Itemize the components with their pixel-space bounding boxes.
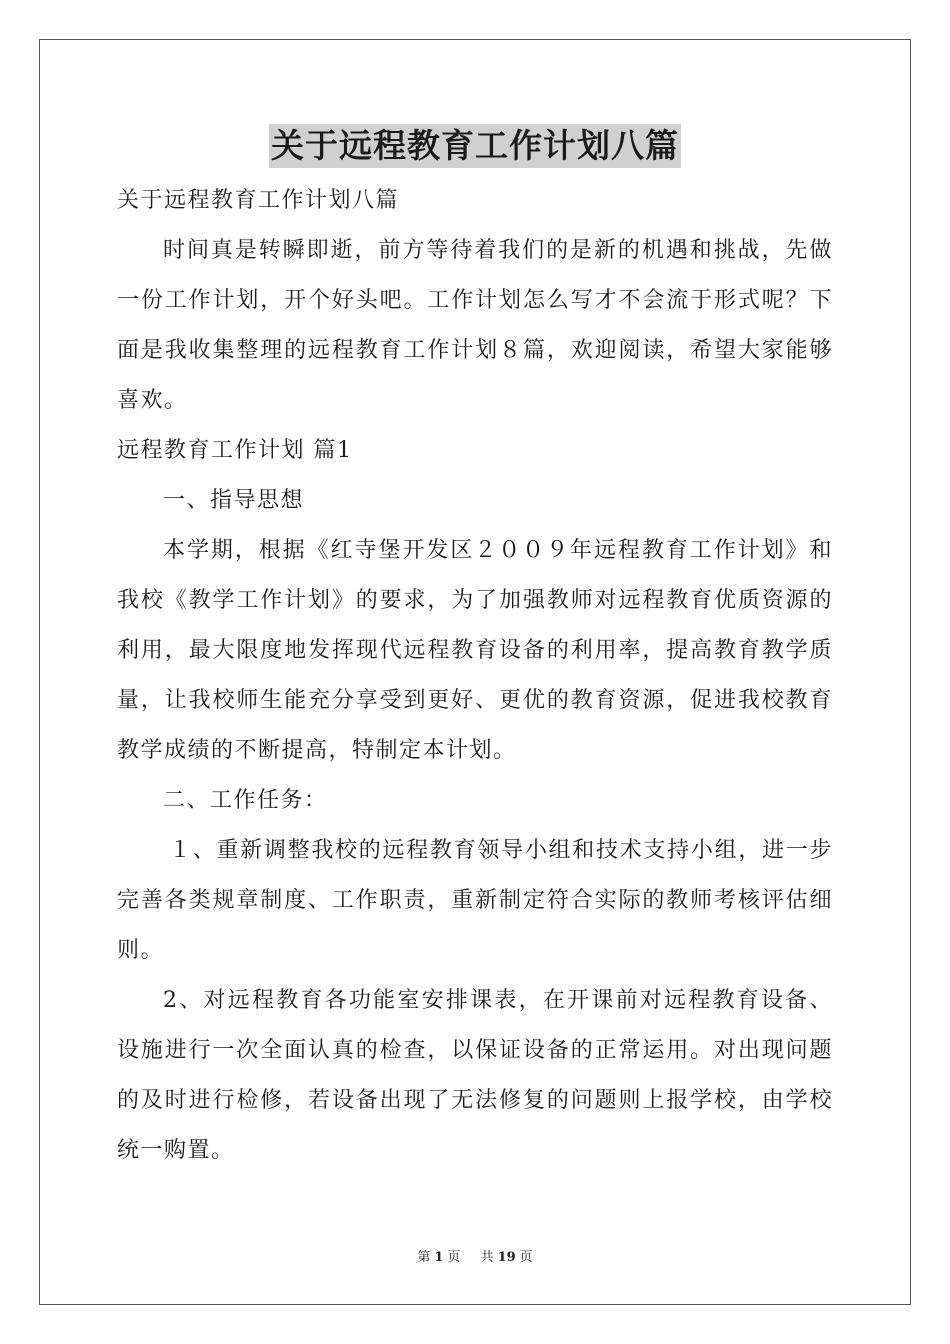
document-title: 关于远程教育工作计划八篇 <box>269 124 681 168</box>
document-body <box>117 176 833 1176</box>
subheading-guiding-thought: 一、指导思想 <box>163 488 305 513</box>
list-item: 2、对远程教育各功能室安排课表，在开课前对远程教育设备、设施进行一次全面认真的检查，以保证设备的正常运用。对出现问题的及时进行检修，若设备出现了无法修复的问题则上报学校，由学校统一购置。 <box>117 988 833 1163</box>
body-paragraph: 本学期，根据《红寺堡开发区２００９年远程教育工作计划》和我校《教学工作计划》的要求，为了加强教师对远程教育优质资源的利用，最大限度地发挥现代远程教育设备的利用率，提高教育教学质量，让我校师生能充分享受到更好、更优的教育资源，促进我校教育教学成绩的不断提高，特制定本计划。 <box>117 538 833 763</box>
title-container <box>0 124 950 168</box>
intro-paragraph: 时间真是转瞬即逝，前方等待着我们的是新的机遇和挑战，先做一份工作计划，开个好头吧。工作计划怎么写才不会流于形式呢？下面是我收集整理的远程教育工作计划８篇，欢迎阅读，希望大家能够喜欢。 <box>117 238 833 413</box>
section-heading: 远程教育工作计划 篇1 <box>117 438 353 463</box>
total-pages-indicator: 共 19 页 <box>480 1250 533 1265</box>
page-footer <box>0 1246 950 1265</box>
subheading-work-tasks: 二、工作任务： <box>163 788 328 813</box>
list-item: １、重新调整我校的远程教育领导小组和技术支持小组，进一步完善各类规章制度、工作职责，重新制定符合实际的教师考核评估细则。 <box>117 838 833 963</box>
total-pages: 19 <box>497 1250 516 1265</box>
page-number: 1 <box>434 1250 444 1265</box>
subtitle-paragraph: 关于远程教育工作计划八篇 <box>117 188 400 213</box>
page-indicator: 第 1 页 <box>417 1250 461 1265</box>
